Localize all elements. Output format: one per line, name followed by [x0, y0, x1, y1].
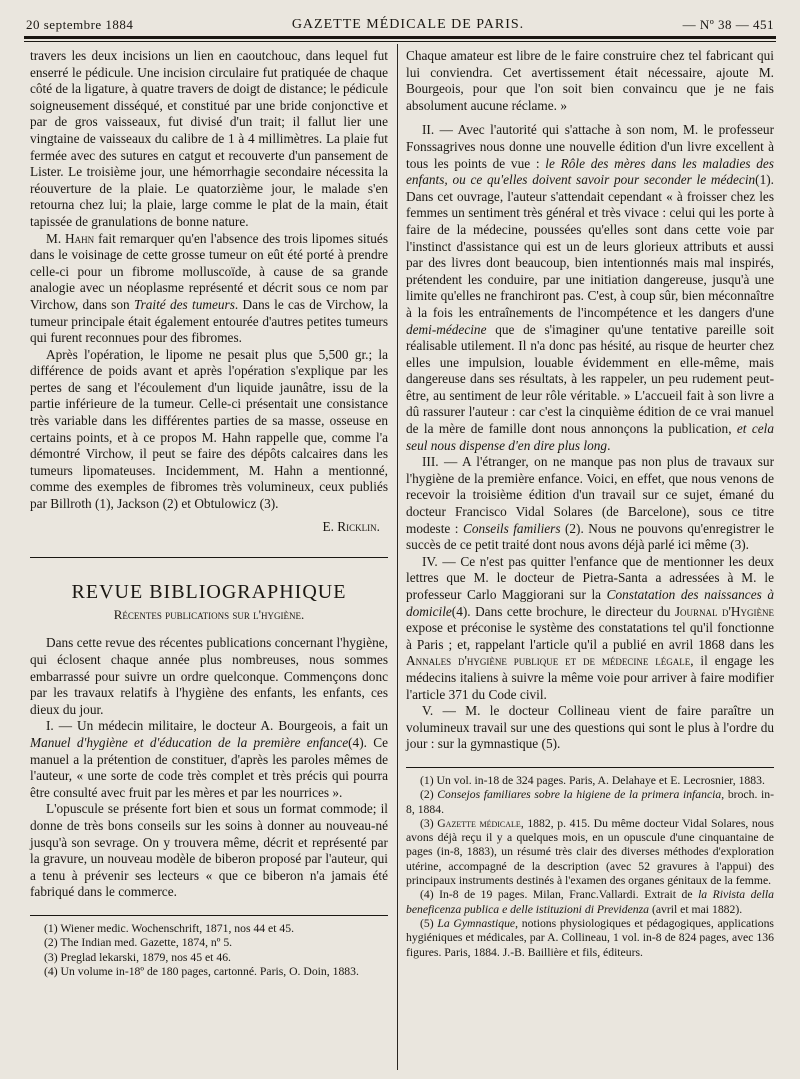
header-rule-thick: [24, 36, 776, 39]
paragraph: II. — Avec l'autorité qui s'attache à son nom, M. le professeur Fonssagrives nous donne une nouvelle édition d'un livre excellent à tous les points de vue : le Rôle des mères dans les maladies des enfants, ou ce qu'elles doivent savoir pour seconder le médecin(1). Dans cet ouvrage, l'auteur s'attendait cependant « à froisser chez les femmes un sentiment très général et très vivace : celui qui les porte à faire de la médecine, poussées qu'elles sont dans cette voie par l'instinct d'assistance qui est un de leurs glorieux attributs et aussi par des livres dont beaucoup, bien intentionnés mais mal inspirés, prétendent les conduire, par une initiation dangereuse, jusqu'à une limite qu'elles ne franchiront pas. C'est, à coup sûr, bien méconnaître à la fois les entraînements de l'incompétence et les dangers d'une demi-médecine que de s'imaginer qu'une tentative pareille soit réalisable utilement. Il n'a donc pas hésité, au risque de heurter chez elles une impulsion, louable évidemment en elle-même, mais dangereuse dans ses résultats, à les rappeler, un peu rudement peut-être, au sentiment de leur rôle véritable. » L'accueil fait à son livre a dû rassurer l'auteur : car c'est la cinquième édition de ce vrai manuel de la mère de famille dont nous annonçons la publication, et cela seul nous dispense d'en dire plus long.: [406, 122, 774, 453]
italic-term: demi-médecine: [406, 321, 487, 337]
header-journal-title: GAZETTE MÉDICALE DE PARIS.: [291, 17, 525, 32]
paragraph: Après l'opération, le lipome ne pesait plus que 5,500 gr.; la différence de poids avant et après l'opération s'explique par les pertes de sang et l'écoulement d'un liquide jaunâtre, issu de la partie inférieure de la tumeur. Celle-ci présentait une consistance très variable dans les différentes parties de sa masse, osseuse en certains points, et à ce propos M. Hahn rappelle que, comme l'a démontré Virchow, il peut se faire des dépôts calcaires dans les tumeurs lipomateuses. Incidemment, M. Hahn a mentionné, comme des exemples de fibromes très volumineux, ceux publiés par Billroth (1), Jackson (2) et Obtulowicz (3).: [30, 346, 388, 512]
footnote: (2) The Indian med. Gazette, 1874, nº 5.: [44, 936, 233, 950]
footnotes: [406, 774, 774, 960]
footnote-divider: [30, 915, 388, 916]
journal-name: Journal d'Hygiène: [674, 603, 774, 619]
section-title: REVUE BIBLIOGRAPHIQUE: [71, 581, 347, 604]
footnote: (3) Preglad lekarski, 1879, nos 45 et 46.: [44, 950, 231, 964]
paragraph: M. Hahn fait remarquer qu'en l'absence des trois lipomes situés dans le voisinage de cette grosse tumeur on eût été porté à prendre celle-ci pour un fibrome molluscoïde, à cause de sa grande analogie avec un néoplasme représenté et décrit sous ce nom par Virchow, dans son Traité des tumeurs. Dans le cas de Virchow, la tumeur principale était également entourée d'autres petites tumeurs qui furent reconnues pour des fibromes.: [30, 230, 389, 346]
section-divider: [30, 557, 388, 558]
header-issue-page: — Nº 38 — 451: [682, 17, 774, 32]
section-subtitle: Récentes publications sur l'hygiène.: [113, 606, 305, 622]
footnote: (2) Consejos familiares sobre la higiene de la primera infancia, broch. in-8, 1884.: [406, 788, 774, 816]
paragraph: Dans cette revue des récentes publications concernant l'hygiène, qui éclosent chaque année plus nombreuses, nous sommes embarrassé pour suivre un ordre quelconque. Commençons donc par les travaux relatifs à l'hygiène des enfants, les enfants, ces dieux du jour.: [30, 635, 388, 717]
italic-title: Traité des tumeurs: [133, 296, 235, 312]
italic-phrase: et cela seul nous dispense d'en dire plus long: [406, 421, 774, 453]
footnote: (1) Un vol. in-18 de 324 pages. Paris, A. Delahaye et E. Lecrosnier, 1883.: [420, 773, 765, 787]
paragraph: IV. — Ce n'est pas quitter l'enfance que de mentionner les deux lettres que M. le docteur de Pietra-Santa a adressées à M. le professeur Carlo Maggiorani sur la Constatation des naissances à domicile(4). Dans cette brochure, le directeur du Journal d'Hygiène expose et préconise le système des constatations tel qu'il fonctionne à Paris ; et, rappelant l'article qu'il a publié en avril 1868 dans les Annales d'hygiène publique et de médecine légale, il engage les médecins italiens à suivre la même voie pour arriver à faire modifier l'article 371 du Code civil.: [406, 553, 774, 702]
italic-title: le Rôle des mères dans les maladies des enfants, ou ce qu'elles doivent savoir pour seconder le médecin: [406, 155, 774, 188]
footnotes: [30, 922, 388, 979]
author-name: M. Hahn: [46, 230, 95, 246]
paragraph: L'opuscule se présente fort bien et sous un format commode; il donne de très bons conseils sur les soins à donner au nouveau-né jusqu'à son sevrage. On y trouvera même, décrit et représenté par la gravure, un nouveau modèle de biberon proposé par l'auteur, qui a tenu à prévenir ses lecteurs « que ce biberon n'a jamais été fabriqué dans le commerce.: [30, 801, 388, 900]
page-header: [26, 14, 774, 36]
footnote: (1) Wiener medic. Wochenschrift, 1871, nos 44 et 45.: [44, 921, 295, 935]
right-column: [406, 48, 774, 960]
paragraph: V. — M. le docteur Collineau vient de faire paraître un volumineux travail sur une des questions qui sont le plus à l'ordre du jour : sur la gymnastique (5).: [406, 703, 774, 752]
paragraph: III. — A l'étranger, on ne manque pas non plus de travaux sur l'hygiène de la première enfance. Voici, en effet, que nous venons de recevoir la troisième édition d'un travail sur ce sujet, émané du docteur Francisco Vidal Solares (de Barcelone), sous ce titre modeste : Conseils familiers (2). Nous ne pouvons qu'enregistrer le succès de ce petit traité dont nous avons déjà parlé ici même (3).: [406, 454, 774, 553]
header-rule-thin: [24, 41, 776, 42]
paragraph: travers les deux incisions un lien en caoutchouc, dans lequel fut enserré le pédicule. Une incision circulaire fut pratiquée de chaque côté de la ligature, à quatre travers de doigt de distance; le pédicule soigneusement disséqué, et constitué par une bride conjonctive et par de gros vaisseaux, fut divisé d'un trait; il fallut lier une vingtaine de vaisseaux du calibre de 1 à 4 millimètres. La plaie fut fermée avec des sutures en catgut et recouverte d'un pansement de Lister. Le troisième jour, une hémorrhagie secondaire nécessita la réouverture de la plaie. Le quatorzième jour, le malade s'en retourna chez lui; la plaie, large comme le plat de la main, était tapissée de granulations de bonne nature.: [30, 48, 388, 229]
footnote-divider: [406, 767, 774, 768]
header-date: 20 septembre 1884: [26, 17, 134, 32]
footnote: (3) Gazette médicale, 1882, p. 415. Du même docteur Vidal Solares, nous avons déjà reçu il y a quelques mois, en un opuscule d'une cinquantaine de pages (in-8, 1883), un résumé très clair des diverses méthodes d'exploration utérine, accompagné de la description (avec 52 gravures à l'appui) des principaux instruments destinés à l'examen des organes génitaux de la femme.: [406, 816, 774, 888]
journal-name: Annales d'hygiène publique et de médecine légale: [406, 653, 691, 669]
italic-title: Constatation des naissances à domicile: [406, 587, 774, 619]
left-column: [30, 48, 388, 979]
article-signature: E. Ricklin.: [322, 518, 380, 534]
footnote: (4) Un volume in-18º de 180 pages, cartonné. Paris, O. Doin, 1883.: [44, 964, 359, 978]
footnote: (4) In-8 de 19 pages. Milan, Franc.Vallardi. Extrait de la Rivista della beneficenza publica e delle istituzioni di Previdenza (avril et mai 1882).: [406, 888, 775, 916]
paragraph: I. — Un médecin militaire, le docteur A. Bourgeois, a fait un Manuel d'hygiène et d'éducation de la première enfance(4). Ce manuel a la prétention de constituer, d'après les paroles mêmes de l'auteur, « une sorte de code très complet et très précis qui pourra être consulté avec fruit par les mères et par les nourrices ».: [30, 718, 388, 800]
paragraph: Chaque amateur est libre de le faire construire chez tel fabricant qui lui conviendra. Cet avertissement était nécessaire, ajoute M. Bourgeois, pour que l'on soit bien convaincu que je ne fais absolument aucune réclame. »: [406, 48, 774, 113]
column-separator: [397, 44, 398, 1070]
italic-title: Manuel d'hygiène et d'éducation de la première enfance: [30, 734, 349, 750]
italic-title: Conseils familiers: [462, 520, 561, 536]
footnote: (5) La Gymnastique, notions physiologiques et pédagogiques, applications hygiéniques et médicales, par A. Collineau, 1 vol. in-8 de 824 pages, avec 136 figures. Paris, 1884. J.-B. Baillière et fils, éditeurs.: [406, 916, 774, 959]
